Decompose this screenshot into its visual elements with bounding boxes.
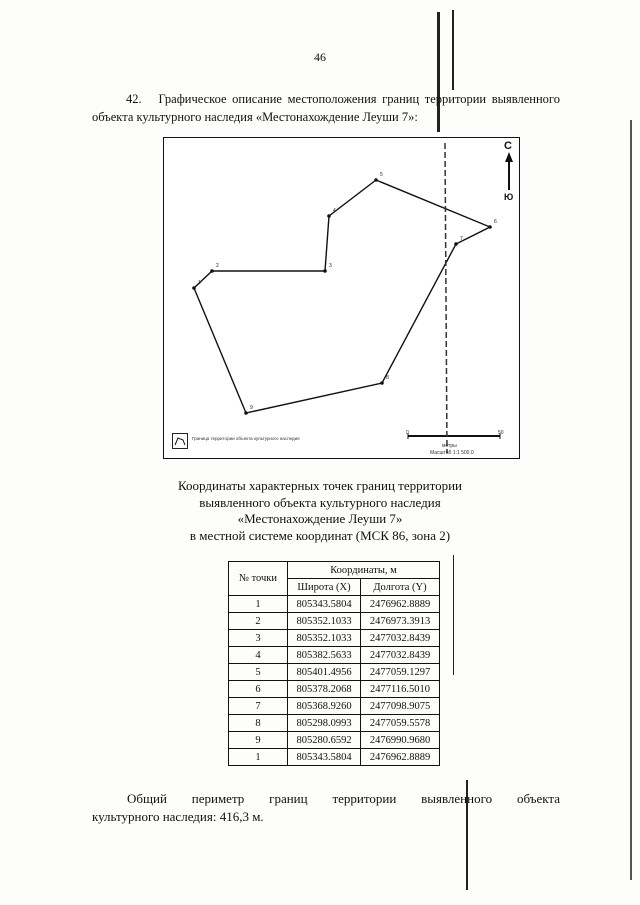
longitude-cell: 2477059.1297 xyxy=(361,664,440,681)
table-header-row xyxy=(229,562,440,579)
scale-end: 50 xyxy=(498,430,504,436)
point-number-cell: 8 xyxy=(229,715,288,732)
table-row xyxy=(229,630,440,647)
longitude-cell: 2476962.8889 xyxy=(361,596,440,613)
table-row xyxy=(229,681,440,698)
north-arrowhead-icon xyxy=(505,152,513,162)
longitude-cell: 2476962.8889 xyxy=(361,749,440,766)
longitude-cell: 2477032.8439 xyxy=(361,647,440,664)
north-label: С xyxy=(504,140,512,152)
point-number-cell: 6 xyxy=(229,681,288,698)
legend-text: Граница территории объекта культурного наследия xyxy=(192,436,300,441)
perimeter-line-2: культурного наследия: 416,3 м. xyxy=(92,809,264,824)
perimeter-word: территории xyxy=(332,791,397,806)
boundary-map xyxy=(163,137,520,459)
header-latitude: Широта (X) xyxy=(288,579,361,596)
point-label: 4 xyxy=(333,208,336,214)
longitude-cell: 2476973.3913 xyxy=(361,613,440,630)
heading-text: Графическое описание местоположения границ территории выявленного объекта культурного наследия «Местонахождение Леуши 7»: xyxy=(92,92,560,124)
point-label: 6 xyxy=(494,219,497,225)
point-number-cell: 9 xyxy=(229,732,288,749)
table-row xyxy=(229,698,440,715)
header-coordinates: Координаты, м xyxy=(288,562,440,579)
table-row xyxy=(229,647,440,664)
latitude-cell: 805280.6592 xyxy=(288,732,361,749)
boundary-point xyxy=(454,242,458,246)
latitude-cell: 805298.0993 xyxy=(288,715,361,732)
point-number-cell: 5 xyxy=(229,664,288,681)
header-longitude: Долгота (Y) xyxy=(361,579,440,596)
longitude-cell: 2476990.9680 xyxy=(361,732,440,749)
perimeter-word: границ xyxy=(269,791,308,806)
table-row xyxy=(229,613,440,630)
latitude-cell: 805401.4956 xyxy=(288,664,361,681)
south-label: Ю xyxy=(504,192,514,202)
boundary-point xyxy=(323,269,327,273)
scale-text: Масштаб 1:1 500.0 xyxy=(430,450,474,456)
table-row xyxy=(229,749,440,766)
table-row xyxy=(229,732,440,749)
perimeter-word: Общий xyxy=(127,791,167,806)
latitude-cell: 805343.5804 xyxy=(288,749,361,766)
perimeter-line-1 xyxy=(92,790,560,808)
table-body xyxy=(229,596,440,766)
table-row xyxy=(229,715,440,732)
latitude-cell: 805382.5633 xyxy=(288,647,361,664)
table-row xyxy=(229,596,440,613)
scale-start: 0 xyxy=(406,430,409,436)
longitude-cell: 2477098.9075 xyxy=(361,698,440,715)
boundary-point xyxy=(327,214,331,218)
caption-line: выявленного объекта культурного наследия xyxy=(199,494,441,510)
boundary-point xyxy=(192,286,196,290)
scan-artifact xyxy=(453,555,454,675)
caption-line: в местной системе координат (МСК 86, зона 2) xyxy=(189,527,451,543)
legend-symbol xyxy=(172,433,188,449)
boundary-point xyxy=(380,381,384,385)
boundary-point xyxy=(210,269,214,273)
point-label: 5 xyxy=(380,172,383,178)
point-number-cell: 4 xyxy=(229,647,288,664)
longitude-cell: 2477032.8439 xyxy=(361,630,440,647)
latitude-cell: 805378.2068 xyxy=(288,681,361,698)
scan-artifact xyxy=(445,143,447,453)
point-label: 3 xyxy=(329,263,332,269)
latitude-cell: 805352.1033 xyxy=(288,613,361,630)
boundary-point xyxy=(374,178,378,182)
caption-line: «Местонахождение Леуши 7» xyxy=(237,511,403,526)
point-number-cell: 3 xyxy=(229,630,288,647)
table-row xyxy=(229,664,440,681)
perimeter-paragraph xyxy=(92,790,560,826)
point-number-cell: 2 xyxy=(229,613,288,630)
latitude-cell: 805343.5804 xyxy=(288,596,361,613)
longitude-cell: 2477059.5578 xyxy=(361,715,440,732)
point-label: 1 xyxy=(198,280,201,286)
perimeter-word: объекта xyxy=(516,791,560,806)
point-label: 7 xyxy=(460,236,463,242)
heading-number: 42. xyxy=(126,92,142,106)
legend-boundary-icon xyxy=(173,434,187,448)
point-number-cell: 1 xyxy=(229,749,288,766)
page-number: 46 xyxy=(314,50,326,64)
longitude-cell: 2477116.5010 xyxy=(361,681,440,698)
point-label: 2 xyxy=(216,263,219,269)
point-label: 8 xyxy=(386,375,389,381)
section-heading xyxy=(92,90,560,126)
perimeter-word: выявленного xyxy=(421,791,493,806)
header-point-number: № точки xyxy=(229,562,288,596)
latitude-cell: 805368.9260 xyxy=(288,698,361,715)
point-label: 9 xyxy=(250,405,253,411)
table-caption xyxy=(0,478,640,544)
caption-line: Координаты характерных точек границ территории xyxy=(178,478,462,493)
perimeter-word: периметр xyxy=(191,791,245,806)
boundary-point xyxy=(488,225,492,229)
boundary-point xyxy=(244,411,248,415)
point-number-cell: 7 xyxy=(229,698,288,715)
boundary-map-drawing xyxy=(164,138,519,458)
coordinates-table xyxy=(228,561,440,766)
point-number-cell: 1 xyxy=(229,596,288,613)
latitude-cell: 805352.1033 xyxy=(288,630,361,647)
scale-unit: метры xyxy=(442,443,457,449)
